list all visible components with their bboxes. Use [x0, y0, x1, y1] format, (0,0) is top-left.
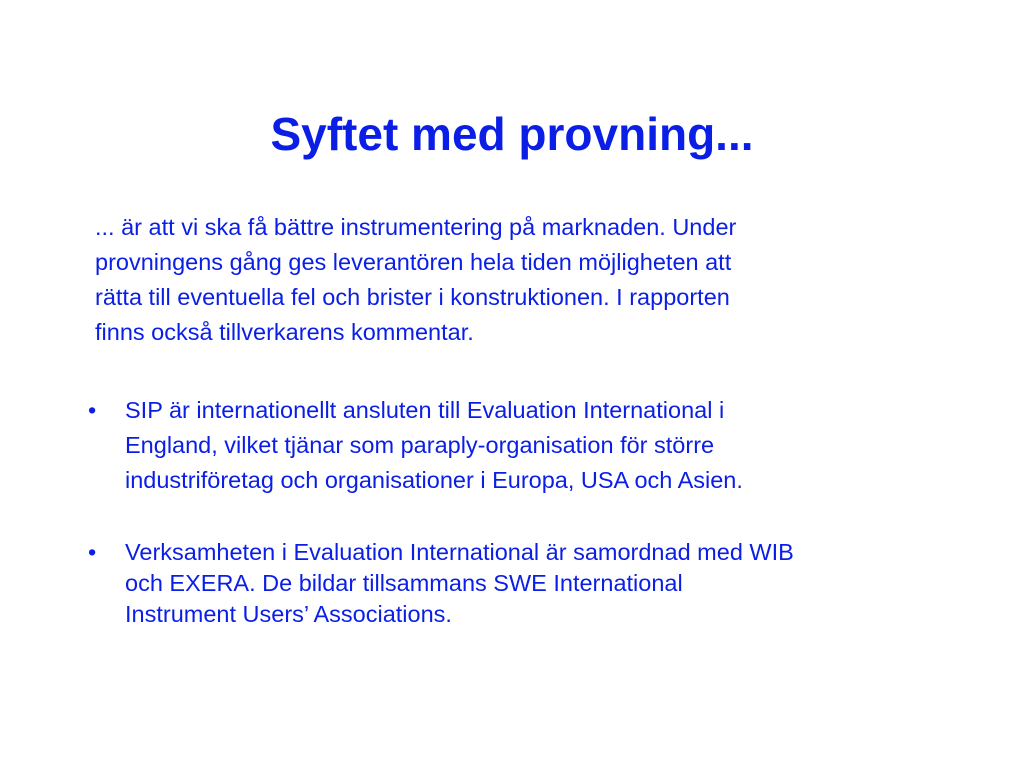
intro-line: provningens gång ges leverantören hela tiden möjligheten att: [95, 249, 732, 275]
bullet-marker: •: [88, 397, 97, 423]
bullet-line: England, vilket tjänar som paraply-organisation för större: [125, 432, 715, 458]
bullet-line: Instrument Users’ Associations.: [125, 601, 452, 627]
bullet-line: och EXERA. De bildar tillsammans SWE International: [125, 570, 683, 596]
bullet-item: [88, 537, 968, 630]
intro-line: rätta till eventuella fel och brister i konstruktionen. I rapporten: [95, 284, 730, 310]
bullet-line: industriföretag och organisationer i Europa, USA och Asien.: [125, 467, 743, 493]
intro-paragraph: [95, 210, 895, 350]
slide-title: Syftet med provning...: [270, 108, 754, 160]
bullet-marker: •: [88, 539, 97, 565]
bullet-line: Verksamheten i Evaluation International är samordnad med WIB: [125, 539, 794, 565]
intro-line: finns också tillverkarens kommentar.: [95, 319, 474, 345]
bullet-line: SIP är internationellt ansluten till Evaluation International i: [125, 397, 725, 423]
intro-line: ... är att vi ska få bättre instrumentering på marknaden. Under: [95, 214, 737, 240]
bullet-list: [88, 393, 968, 630]
bullet-item: [88, 393, 968, 498]
